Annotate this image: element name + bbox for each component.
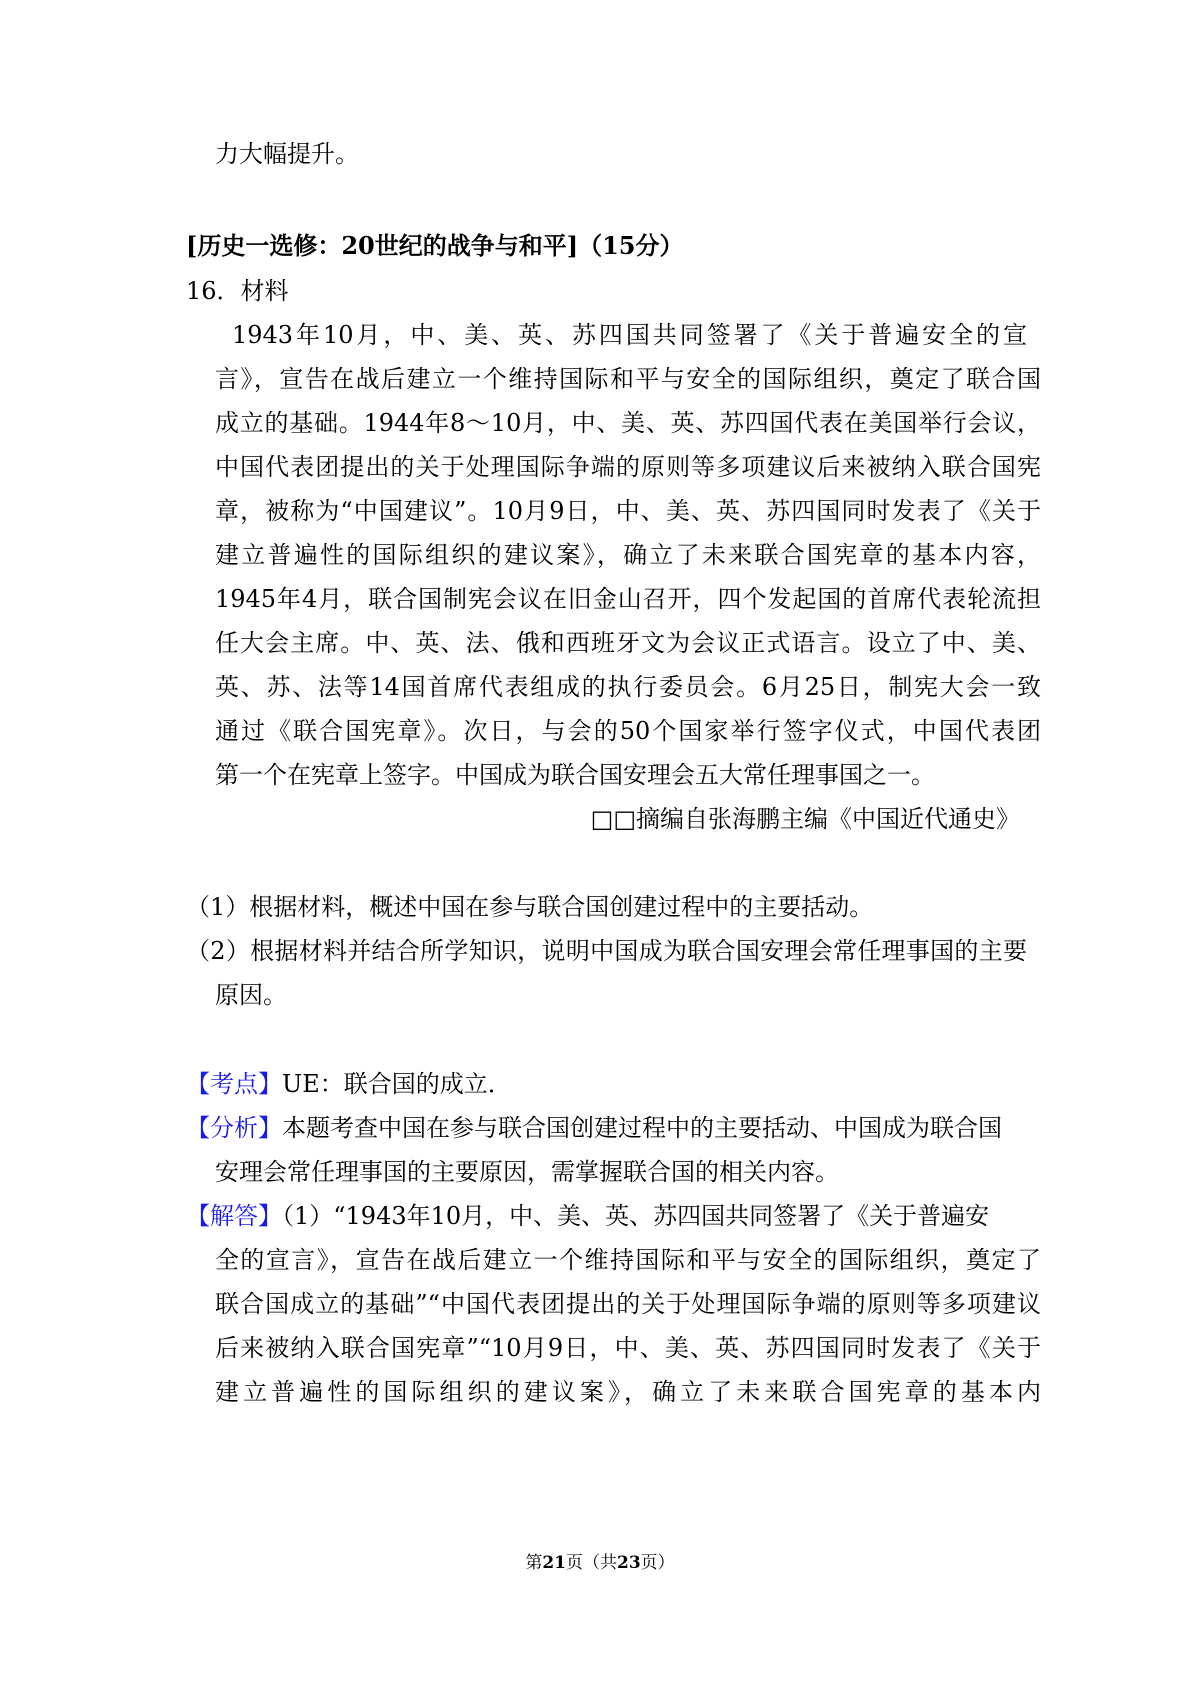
fenxi-continued: 安理会常任理事国的主要原因，需掌握联合国的相关内容。 (215, 1158, 839, 1186)
material-line: 任大会主席。中、英、法、俄和西班牙文为会议正式语言。设立了中、美、 (215, 629, 1041, 657)
material-line: 通过《联合国宪章》。次日，与会的50个国家举行签字仪式，中国代表团 (215, 717, 1041, 745)
source-citation: □□摘编自张海鹏主编《中国近代通史》 (590, 805, 1020, 833)
subquestion-2: （2）根据材料并结合所学知识，说明中国成为联合国安理会常任理事国的主要 (186, 937, 1027, 965)
material-line: 成立的基础。1944年8～10月，中、美、英、苏四国代表在美国举行会议， (215, 409, 1041, 437)
footer-suffix: 页） (640, 1553, 675, 1573)
jieda-text: （1）“1943年10月，中、美、英、苏四国共同签署了《关于普遍安 (282, 1202, 990, 1230)
jieda-line: 联合国成立的基础”“中国代表团提出的关于处理国际争端的原则等多项建议 (215, 1290, 1041, 1318)
material-line: 1943年10月，中、美、英、苏四国共同签署了《关于普遍安全的宣 (232, 321, 1027, 349)
fenxi-row (186, 1112, 1027, 1144)
kaodian-row (186, 1068, 512, 1100)
kaodian-tag: 【考点】 (186, 1070, 282, 1098)
question-number: 16． (186, 277, 241, 305)
material-line: 1945年4月，联合国制宪会议在旧金山召开，四个发起国的首席代表轮流担 (215, 585, 1041, 613)
material-line: 第一个在宪章上签字。中国成为联合国安理会五大常任理事国之一。 (215, 761, 935, 789)
footer-middle: 页（共 (566, 1553, 617, 1573)
question-header (186, 275, 289, 307)
section-heading: [历史一选修：20世纪的战争与和平]（15分） (186, 231, 684, 260)
page-footer (0, 1552, 1200, 1574)
subquestion-1: （1）根据材料，概述中国在参与联合国创建过程中的主要括动。 (186, 893, 874, 921)
question-label: 材料 (240, 277, 289, 305)
jieda-row (186, 1200, 1027, 1232)
jieda-line: 建立普遍性的国际组织的建议案》，确立了未来联合国宪章的基本内 (215, 1378, 1041, 1406)
fenxi-text: 本题考查中国在参与联合国创建过程中的主要括动、中国成为联合国 (282, 1114, 1002, 1142)
material-line: 章，被称为“中国建议”。10月9日，中、美、英、苏四国同时发表了《关于 (215, 497, 1041, 525)
jieda-line: 后来被纳入联合国宪章”“10月9日，中、美、英、苏四国同时发表了《关于 (215, 1334, 1041, 1362)
footer-total-pages: 23 (617, 1553, 641, 1573)
material-line: 言》，宣告在战后建立一个维持国际和平与安全的国际组织，奠定了联合国 (215, 365, 1041, 393)
subquestion-2-continued: 原因。 (215, 981, 287, 1009)
jieda-tag: 【解答】 (186, 1202, 282, 1230)
material-line: 中国代表团提出的关于处理国际争端的原则等多项建议后来被纳入联合国宪 (215, 453, 1041, 481)
footer-page-number: 21 (542, 1553, 566, 1573)
kaodian-text: UE：联合国的成立． (282, 1070, 512, 1098)
footer-prefix: 第 (525, 1553, 543, 1573)
material-line: 建立普遍性的国际组织的建议案》，确立了未来联合国宪章的基本内容， (215, 541, 1041, 569)
continuation-text: 力大幅提升。 (215, 140, 359, 168)
jieda-line: 全的宣言》，宣告在战后建立一个维持国际和平与安全的国际组织，奠定了 (215, 1246, 1041, 1274)
fenxi-tag: 【分析】 (186, 1114, 282, 1142)
material-line: 英、苏、法等14国首席代表组成的执行委员会。6月25日，制宪大会一致 (215, 673, 1041, 701)
